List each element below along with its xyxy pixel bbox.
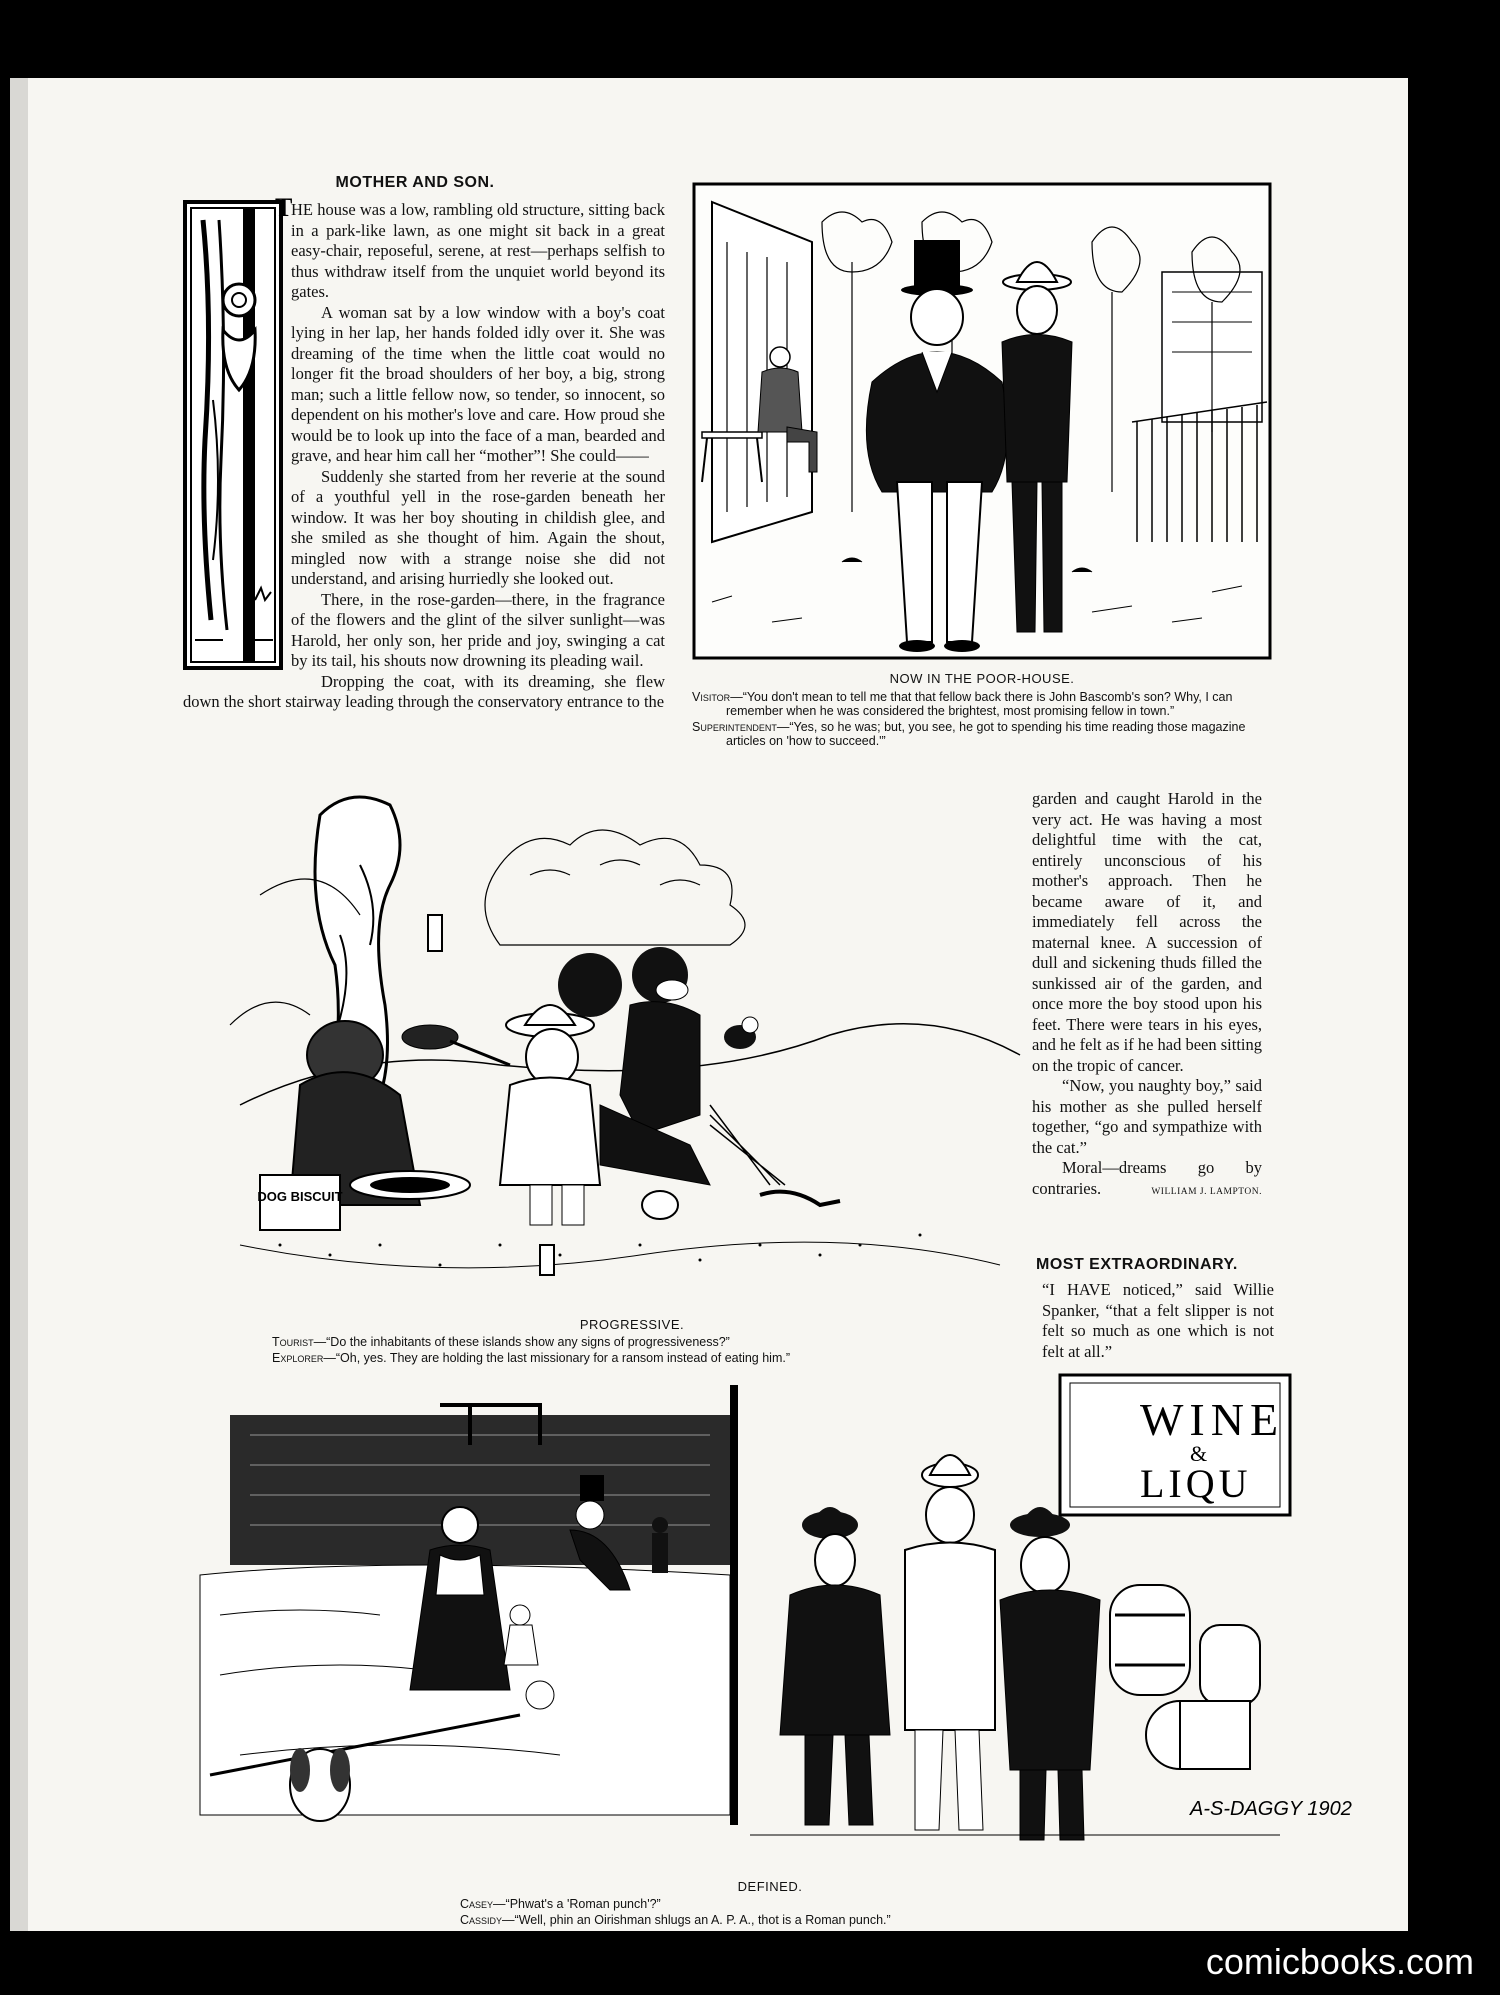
speaker-visitor: Visitor: [692, 690, 731, 704]
story-mother-and-son-continuation: [1032, 789, 1262, 1202]
artist-signature: A-S-DAGGY 1902: [1190, 1798, 1352, 1820]
paragraph-2: A woman sat by a low window with a boy's coat lying in her lap, her hands folded idly over it. She was dreaming of the time when the little coat would no longer fit the broad shoulders of her boy, a big, strong man; such a little fellow now, so tender, so innocent, so dependent on his mother's love and care. How proud she would be to look up into the face of a man, bearded and grave, and hear him call her “mother”! She could——: [291, 302, 665, 465]
caption-line-visitor: Visitor—“You don't mean to tell me that that fellow back there is John Bascomb's son? Why, I can remember when he was considered the brightest, most promising fellow in town.”: [692, 690, 1233, 718]
paragraph-6: garden and caught Harold in the very act. He was having a most delightful time with the cat, entirely unconscious of his mother's approach. Then he became aware of it, and immediately fell across the maternal knee. A succession of dull and sickening thuds filled the sunkissed air of the garden, and once more the boy stood upon his feet. There were tears in his eyes, and he felt as if he had been sitting on the tropic of cancer.: [1032, 789, 1263, 1075]
wine-sign-amp: &: [1190, 1441, 1208, 1466]
story-most-extraordinary-text: “I HAVE noticed,” said Willie Spanker, “that a felt slipper is not felt so much as one which is not felt at all.”: [1042, 1280, 1274, 1361]
cartoon-poor-house-title: NOW IN THE POOR-HOUSE.: [889, 671, 1075, 686]
dog-biscuit-box-label: DOG BISCUIT: [257, 1189, 343, 1204]
cartoon-progressive-illustration: [240, 775, 1020, 1315]
speaker-casey: Casey: [460, 1897, 494, 1911]
speaker-explorer: Explorer: [272, 1351, 324, 1365]
caption-line-casey: Casey—“Phwat's a 'Roman punch'?”: [460, 1897, 661, 1911]
paragraph-5: Dropping the coat, with its dreaming, she flew down the short stairway leading through the conservatory entrance to the: [183, 671, 665, 711]
drop-letter: T: [275, 193, 293, 222]
story-title-mother-and-son: MOTHER AND SON.: [335, 174, 495, 191]
wine-sign-line1: WINE: [1140, 1394, 1285, 1445]
cartoon-defined-illustration: [190, 1375, 1352, 1875]
cartoon-poor-house-illustration: [692, 182, 1272, 660]
ornamental-drop-cap-illustration: [183, 200, 283, 670]
caption-line-superintendent: Superintendent—“Yes, so he was; but, you see, he got to spending his time reading those magazine articles on 'how to succeed.'”: [692, 720, 1246, 748]
speaker-tourist: Tourist: [272, 1335, 314, 1349]
speaker-cassidy: Cassidy: [460, 1913, 503, 1927]
cartoon-defined-caption: [460, 1880, 1080, 1927]
cartoon-defined-title: DEFINED.: [737, 1879, 803, 1894]
wine-sign-line2: LIQU: [1140, 1461, 1252, 1506]
speaker-superintendent: Superintendent: [692, 720, 777, 734]
cartoon-poor-house-caption: [692, 672, 1272, 748]
paragraph-8: Moral—dreams go by contraries. WILLIAM J. LAMPTON.: [1032, 1158, 1262, 1199]
binding-edge: [10, 78, 28, 1931]
story-title-most-extraordinary: MOST EXTRAORDINARY.: [1036, 1256, 1238, 1273]
cartoon-progressive-title: PROGRESSIVE.: [579, 1317, 685, 1332]
caption-line-cassidy: Cassidy—“Well, phin an Oirishman shlugs an A. P. A., thot is a Roman punch.”: [460, 1913, 891, 1927]
paragraph-3: Suddenly she started from her reverie at the sound of a youthful yell in the rose-garden beneath her window. It was her boy shouting in childish glee, and she smiled as she thought of him. Again the shout, mingled now with a strange noise she did not understand, and arising hurriedly she looked out.: [291, 466, 665, 588]
paragraph-4: There, in the rose-garden—there, in the fragrance of the flowers and the glint of the silver sunlight—was Harold, her only son, her pride and joy, swinging a cat by its tail, his shouts now drowning its pleading wail.: [291, 589, 665, 670]
story-mother-and-son-column: [183, 193, 665, 713]
author-credit: WILLIAM J. LAMPTON.: [1151, 1186, 1262, 1197]
paragraph-7: “Now, you naughty boy,” said his mother as she pulled herself together, “go and sympathize with the cat.”: [1032, 1076, 1262, 1157]
paragraph-1: T HE house was a low, rambling old structure, sitting back in a park-like lawn, as one might sit back in a great easy-chair, reposeful, serene, at rest—perhaps selfish to thus withdraw itself from the unquiet world beyond its gates.: [275, 193, 665, 301]
cartoon-progressive-caption: [272, 1318, 992, 1365]
caption-line-explorer: Explorer—“Oh, yes. They are holding the last missionary for a ransom instead of eating him.”: [272, 1351, 791, 1365]
caption-line-tourist: Tourist—“Do the inhabitants of these islands show any signs of progressiveness?”: [272, 1335, 730, 1349]
site-watermark: comicbooks.com: [1205, 1941, 1474, 1982]
